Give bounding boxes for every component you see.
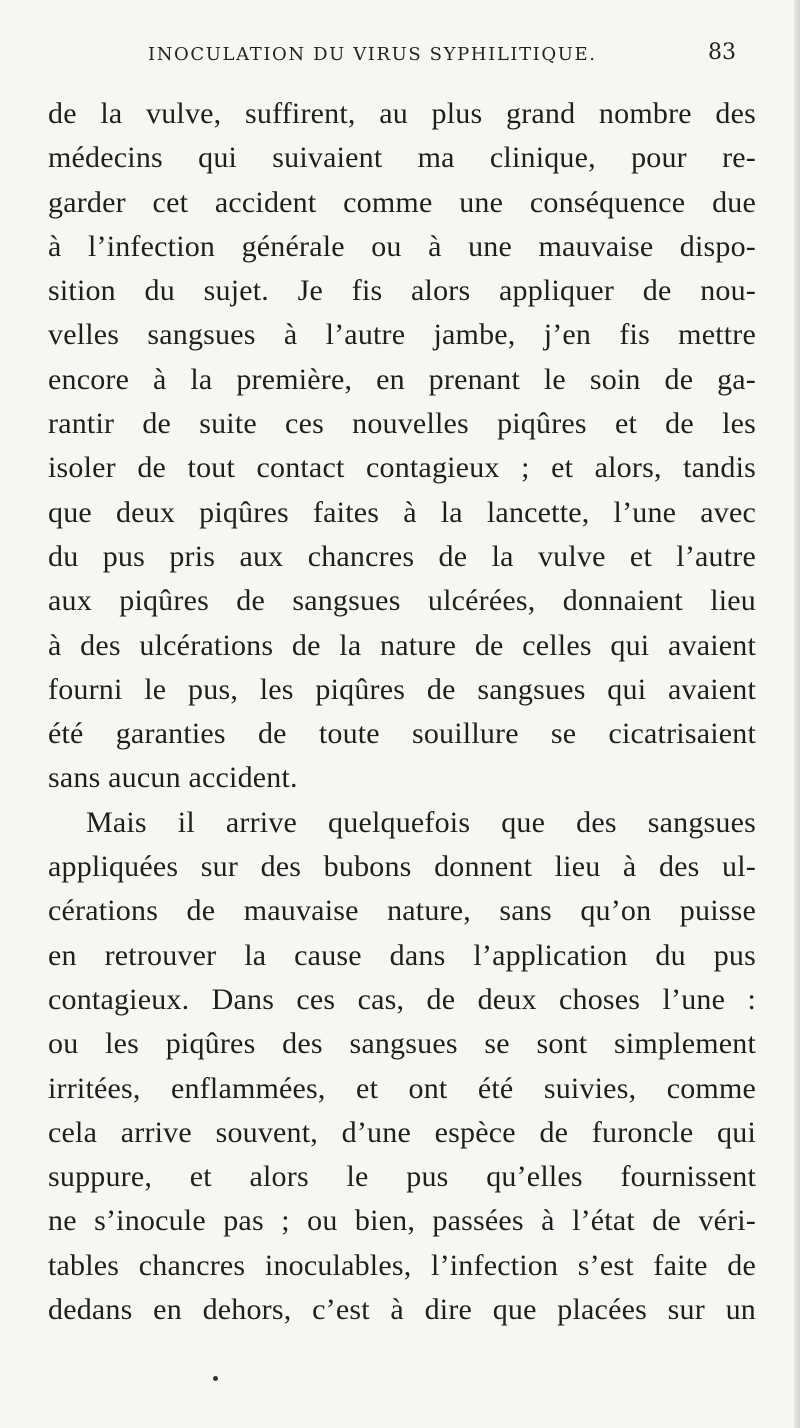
text-line: rantir de suite ces nouvelles piqûres et de les (48, 407, 756, 441)
text-line: à des ulcérations de la nature de celles qui avaient (48, 628, 756, 662)
text-line: sans aucun accident. (48, 761, 298, 795)
running-title: INOCULATION DU VIRUS SYPHILITIQUE. (148, 44, 597, 65)
text-line: cela arrive souvent, d’une espèce de furoncle qui (48, 1115, 756, 1149)
text-line: de la vulve, suffirent, au plus grand nombre des (48, 97, 756, 130)
paragraph-first-line: Mais il arrive quelquefois que des sangsues (86, 805, 756, 839)
text-line: fourni le pus, les piqûres de sangsues qui avaient (48, 672, 756, 706)
text-line: contagieux. Dans ces cas, de deux choses l’une : (48, 982, 756, 1016)
text-line: encore à la première, en prenant le soin de ga- (48, 362, 756, 396)
text-line: suppure, et alors le pus qu’elles fournissent (48, 1160, 756, 1194)
text-line: irritées, enflammées, et ont été suivies, comme (48, 1071, 756, 1105)
text-line: velles sangsues à l’autre jambe, j’en fis mettre (48, 318, 756, 352)
text-line: ne s’inocule pas ; ou bien, passées à l’état de véri- (48, 1204, 756, 1238)
page-number: 83 (708, 40, 736, 65)
text-line: sition du sujet. Je fis alors appliquer de nou- (48, 274, 756, 308)
text-line: tables chancres inoculables, l’infection s’est faite de (48, 1248, 756, 1282)
ink-speck (213, 1376, 218, 1381)
text-line: à l’infection générale ou à une mauvaise dispo- (48, 229, 756, 263)
text-line: aux piqûres de sangsues ulcérées, donnaient lieu (48, 584, 756, 618)
text-line: été garanties de toute souillure se cicatrisaient (48, 717, 756, 751)
text-line: médecins qui suivaient ma clinique, pour re- (48, 141, 756, 175)
text-line: garder cet accident comme une conséquence due (48, 185, 756, 219)
text-line: du pus pris aux chancres de la vulve et l’autre (48, 539, 756, 573)
page-edge-shadow (794, 0, 800, 1428)
text-line: que deux piqûres faites à la lancette, l’une avec (48, 495, 756, 529)
text-line: appliquées sur des bubons donnent lieu à des ul- (48, 850, 756, 884)
text-line: en retrouver la cause dans l’application du pus (48, 938, 756, 972)
text-line: ou les piqûres des sangsues se sont simplement (48, 1027, 756, 1061)
text-line: dedans en dehors, c’est à dire que placées sur un (48, 1293, 756, 1327)
text-line: cérations de mauvaise nature, sans qu’on puisse (48, 894, 756, 928)
body-text (48, 92, 756, 1332)
text-line: isoler de tout contact contagieux ; et alors, tandis (48, 451, 756, 485)
